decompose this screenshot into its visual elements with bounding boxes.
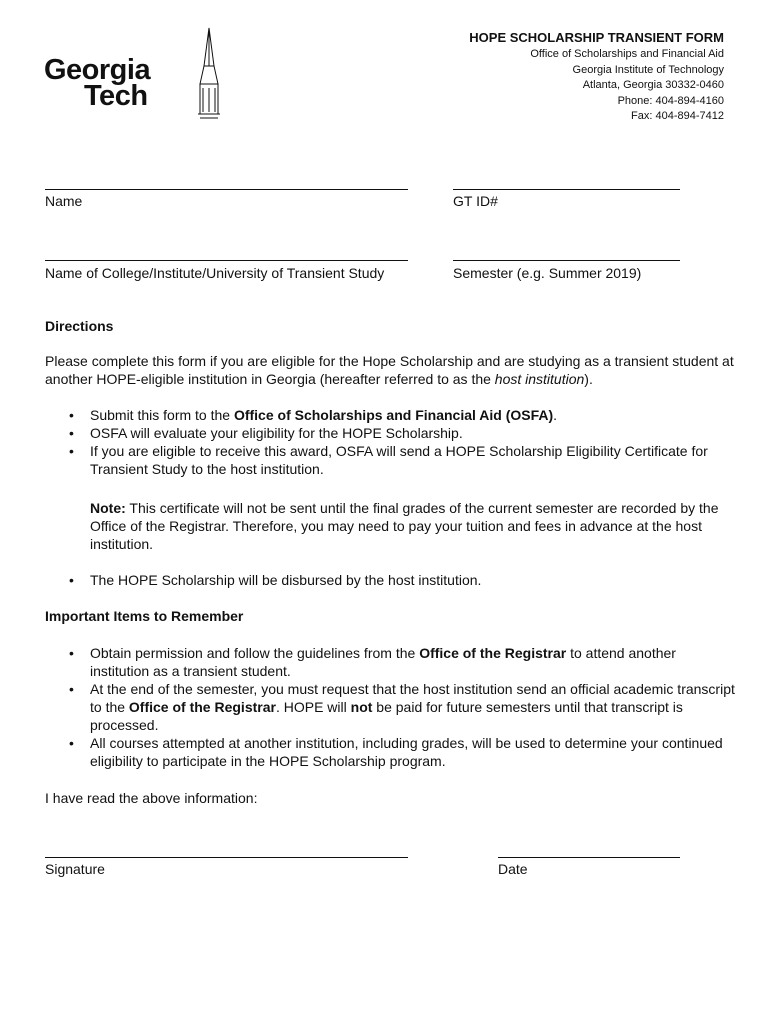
form-header (469, 30, 724, 125)
tech-tower-icon (194, 26, 224, 126)
semester-label: Semester (e.g. Summer 2019) (453, 265, 642, 281)
directions-list-2 (45, 571, 735, 589)
note-paragraph (90, 499, 735, 553)
remember-heading: Important Items to Remember (45, 608, 244, 624)
intro-end: ). (584, 371, 593, 387)
list-item: • If you are eligible to receive this award, OSFA will send a HOPE Scholarship Eligibility Certificate for Transient Study to the host institution. (45, 442, 735, 478)
list-item: • At the end of the semester, you must request that the host institution send an official academic transcript to the Office of the Registrar. HOPE will not be paid for future semesters until that transcript is processed. (45, 680, 735, 734)
office-name: Office of Scholarships and Financial Aid (530, 48, 724, 60)
semester-input-line[interactable] (453, 260, 680, 261)
logo-tech-text: Tech (84, 80, 148, 112)
directions-list (45, 406, 735, 478)
date-input-line[interactable] (498, 857, 680, 858)
phone-number: Phone: 404-894-4160 (617, 94, 724, 107)
institute-name: Georgia Institute of Technology (572, 63, 724, 76)
form-title: HOPE SCHOLARSHIP TRANSIENT FORM (469, 30, 724, 45)
georgia-tech-logo (44, 26, 224, 126)
fax-number: Fax: 404-894-7412 (631, 110, 724, 122)
note-text: This certificate will not be sent until the final grades of the current semester are recorded by the Office of the Registrar. Therefore, you may need to pay your tuition and fees in advance at the host institution. (90, 500, 719, 552)
directions-heading: Directions (45, 318, 114, 334)
college-label: Name of College/Institute/University of Transient Study (45, 265, 385, 281)
intro-emphasis: host institution (494, 371, 585, 387)
gtid-label: GT ID# (453, 193, 498, 209)
signature-input-line[interactable] (45, 857, 408, 858)
signature-label: Signature (45, 861, 105, 877)
list-item: • The HOPE Scholarship will be disbursed by the host institution. (45, 571, 735, 589)
directions-intro (45, 352, 735, 388)
list-item: • Obtain permission and follow the guidelines from the Office of the Registrar to attend another institution as a transient student. (45, 644, 735, 680)
logo-georgia-text: Georgia (44, 54, 151, 86)
name-label: Name (45, 193, 83, 209)
intro-text: Please complete this form if you are eligible for the Hope Scholarship and are studying as a transient student at another HOPE-eligible institution in Georgia (hereafter referred to as the (45, 353, 734, 387)
list-item: • All courses attempted at another institution, including grades, will be used to determine your continued eligibility to participate in the HOPE Scholarship program. (45, 734, 735, 770)
city-address: Atlanta, Georgia 30332-0460 (582, 79, 724, 91)
list-item: • OSFA will evaluate your eligibility for the HOPE Scholarship. (45, 424, 735, 442)
name-input-line[interactable] (45, 189, 408, 190)
gtid-input-line[interactable] (453, 189, 680, 190)
note-label: Note: (90, 500, 126, 516)
date-label: Date (498, 861, 528, 877)
remember-list (45, 644, 735, 770)
acknowledgement-text: I have read the above information: (45, 790, 258, 806)
list-item: • Submit this form to the Office of Scholarships and Financial Aid (OSFA). (45, 406, 735, 424)
college-input-line[interactable] (45, 260, 408, 261)
